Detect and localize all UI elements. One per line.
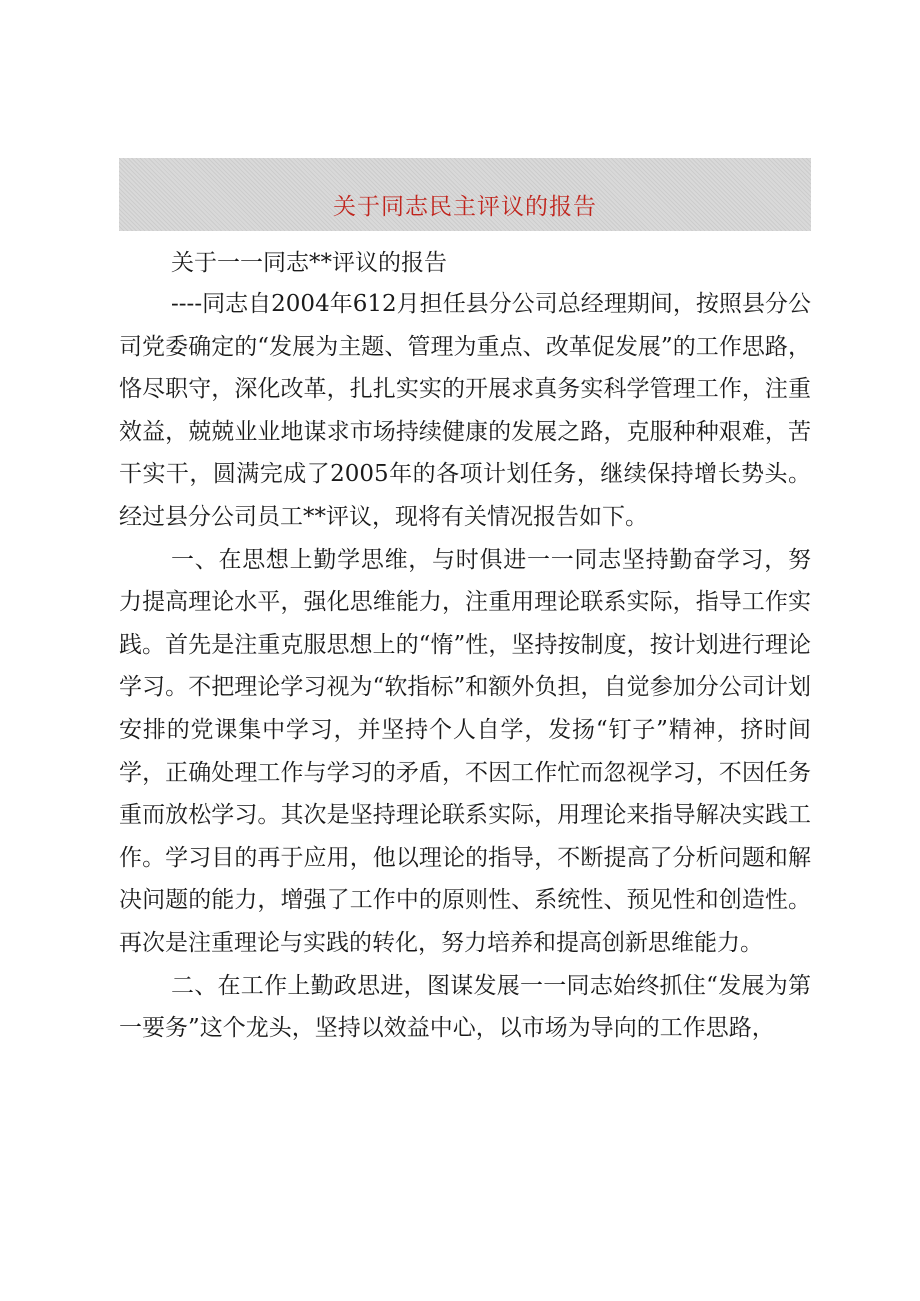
document-body xyxy=(119,243,811,1050)
paragraph-section-one: 一、在思想上勤学思维，与时俱进一一同志坚持勤奋学习，努力提高理论水平，强化思维能力，注重用理论联系实际，指导工作实践。首先是注重克服思想上的“惰”性，坚持按制度，按计划进行理论学习。不把理论学习视为“软指标”和额外负担，自觉参加分公司计划安排的党课集中学习，并坚持个人自学，发扬“钉子”精神，挤时间学，正确处理工作与学习的矛盾，不因工作忙而忽视学习，不因任务重而放松学习。其次是坚持理论联系实际，用理论来指导解决实践工作。学习目的再于应用，他以理论的指导，不断提高了分析问题和解决问题的能力，增强了工作中的原则性、系统性、预见性和创造性。再次是注重理论与实践的转化，努力培养和提高创新思维能力。 xyxy=(119,546,811,956)
paragraph-section-two: 二、在工作上勤政思进，图谋发展一一同志始终抓住“发展为第一要务”这个龙头，坚持以效益中心，以市场为导向的工作思路， xyxy=(119,972,811,1042)
title-banner xyxy=(119,158,811,231)
document-subtitle: 关于一一同志**评议的报告 xyxy=(171,250,447,276)
document-title: 关于同志民主评议的报告 xyxy=(333,194,597,220)
paragraph-intro: ----同志自2004年612月担任县分公司总经理期间，按照县分公司党委确定的“发展为主题、管理为重点、改革促发展”的工作思路，恪尽职守，深化改革，扎扎实实的开展求真务实科学管理工作，注重效益，兢兢业业地谋求市场持续健康的发展之路，克服种种艰难，苦干实干，圆满完成了2005年的各项计划任务，继续保持增长势头。经过县分公司员工**评议，现将有关情况报告如下。 xyxy=(119,291,811,530)
